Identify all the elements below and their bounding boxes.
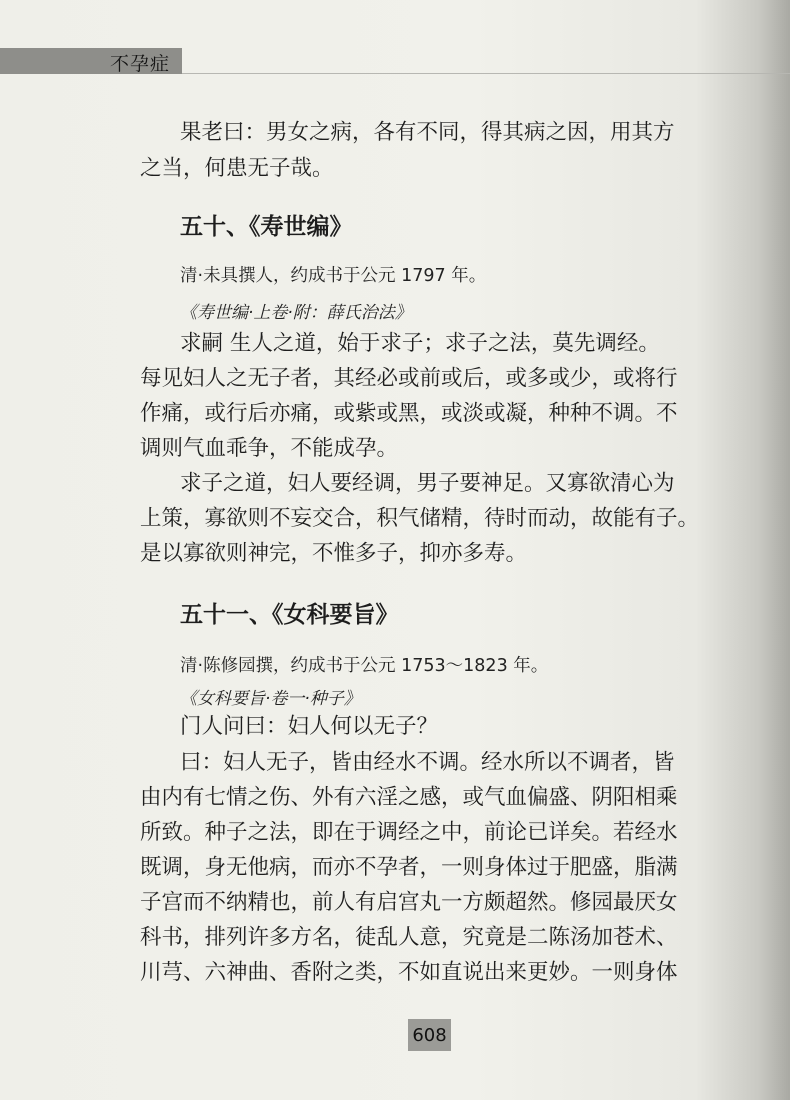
section-meta: 清·陈修园撰，约成书于公元 1753～1823 年。 (180, 656, 549, 676)
text-line: 门人问曰：妇人何以无子？ (180, 714, 439, 739)
header-rule (182, 73, 790, 74)
text-line: 之当，何患无子哉。 (140, 156, 334, 181)
section-source: 《女科要旨·卷一·种子》 (180, 689, 361, 709)
page-number: 608 (412, 1024, 447, 1046)
text-line: 求嗣 生人之道，始于求子；求子之法，莫先调经。 (180, 331, 660, 356)
text-line: 求子之道，妇人要经调，男子要神足。又寡欲清心为 (180, 471, 675, 496)
section-heading: 五十一、《女科要旨》 (180, 602, 399, 628)
text-line: 既调，身无他病，而亦不孕者，一则身体过于肥盛，脂满 (140, 855, 678, 880)
text-line: 所致。种子之法，即在于调经之中，前论已详矣。若经水 (140, 820, 678, 845)
page-number-box (408, 1019, 451, 1051)
text-line: 上策，寡欲则不妄交合，积气储精，待时而动，故能有子。 (140, 506, 700, 531)
running-header-title: 不孕症 (110, 53, 171, 75)
text-line: 调则气血乖争，不能成孕。 (140, 436, 399, 461)
text-line: 由内有七情之伤、外有六淫之感，或气血偏盛、阴阳相乘 (140, 785, 678, 810)
text-line: 科书，排列许多方名，徒乱人意，究竟是二陈汤加苍术、 (140, 925, 678, 950)
section-meta: 清·未具撰人，约成书于公元 1797 年。 (180, 266, 487, 286)
text-line: 每见妇人之无子者，其经必或前或后，或多或少，或将行 (140, 366, 678, 391)
text-line: 果老曰：男女之病，各有不同，得其病之因，用其方 (180, 120, 675, 145)
text-line: 作痛，或行后亦痛，或紫或黑，或淡或凝，种种不调。不 (140, 401, 678, 426)
text-line: 是以寡欲则神完，不惟多子，抑亦多寿。 (140, 541, 528, 566)
section-heading: 五十、《寿世编》 (180, 214, 353, 240)
section-source: 《寿世编·上卷·附：薛氏治法》 (180, 303, 412, 323)
text-line: 曰：妇人无子，皆由经水不调。经水所以不调者，皆 (180, 750, 675, 775)
text-line: 子宫而不纳精也，前人有启宫丸一方颇超然。修园最厌女 (140, 890, 678, 915)
text-line: 川芎、六神曲、香附之类，不如直说出来更妙。一则身体 (140, 960, 678, 985)
